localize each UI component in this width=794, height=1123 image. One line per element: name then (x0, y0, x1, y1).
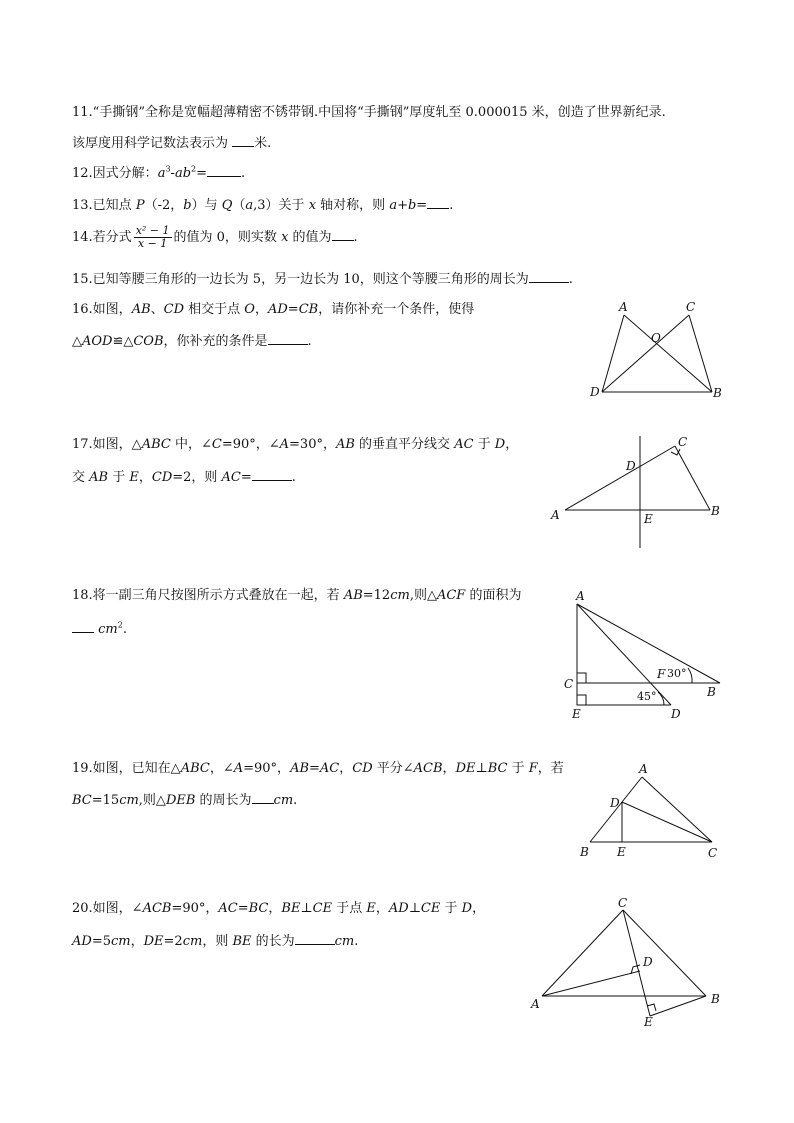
label-O: O (651, 331, 661, 345)
q19-line2: BC=15cm,则△DEB 的周长为 cm. (72, 793, 298, 808)
q11-line2: 该厚度用科学记数法表示为 米. (72, 136, 272, 151)
label-A: A (551, 508, 560, 522)
q16-figure (580, 295, 730, 405)
label-B: B (707, 685, 716, 699)
label-D: D (643, 955, 653, 969)
q13-line: 13.已知点 P（-2，b）与 Q（a,3）关于 x 轴对称，则 a+b= . (72, 198, 454, 213)
angle-30: 30° (667, 667, 687, 680)
label-D: D (590, 385, 600, 399)
q19-figure (575, 760, 735, 865)
answer-blank[interactable] (207, 164, 241, 177)
q20-line2: AD=5cm，DE=2cm，则 BE 的长为 cm. (72, 934, 359, 949)
q17-figure (545, 430, 735, 555)
q18-line1: 18.将一副三角尺按图所示方式叠放在一起，若 AB=12cm,则△ACF 的面积为 (72, 588, 522, 603)
label-F: F (657, 667, 666, 681)
label-A: A (619, 300, 628, 314)
answer-blank[interactable] (332, 228, 354, 241)
answer-blank[interactable] (252, 468, 292, 481)
q20-line1: 20.如图，∠ACB=90°，AC=BC，BE⊥CE 于点 E，AD⊥CE 于 D， (72, 901, 486, 916)
label-E: E (617, 845, 626, 859)
label-B: B (580, 845, 589, 859)
answer-blank[interactable] (252, 791, 274, 804)
q11-line1: 11.“手撕钢”全称是宽幅超薄精密不锈带钢.中国将“手撕钢”厚度轧至 0.000015 米，创造了世界新纪录. (72, 105, 666, 120)
q17-line2: 交 AB 于 E，CD=2，则 AC= . (72, 470, 296, 485)
fraction: $\frac{\text{x² − 1}}{x - 1}$ (135, 224, 170, 250)
answer-blank[interactable] (295, 932, 335, 945)
label-A: A (639, 762, 648, 776)
q18-figure (560, 588, 735, 723)
answer-blank[interactable] (268, 332, 308, 345)
q20-figure (525, 895, 735, 1035)
label-C: C (708, 846, 718, 860)
label-C: C (678, 435, 688, 449)
label-D: D (626, 459, 636, 473)
q12-line: 12.因式分解：$a^3-ab^2=$ . (72, 164, 246, 181)
label-A: A (531, 997, 540, 1011)
angle-45: 45° (637, 690, 657, 703)
label-D: D (671, 707, 681, 721)
answer-blank[interactable] (529, 270, 569, 283)
q16-line2: △AOD≌△COB，你补充的条件是 . (72, 334, 312, 349)
label-C: C (686, 300, 696, 314)
label-A: A (576, 589, 585, 603)
q15-line: 15.已知等腰三角形的一边长为 5，另一边长为 10，则这个等腰三角形的周长为 . (72, 272, 573, 287)
q17-line1: 17.如图，△ABC 中，∠C=90°，∠A=30°，AB 的垂直平分线交 AC 于 D， (72, 437, 519, 452)
label-E: E (572, 707, 581, 721)
answer-blank[interactable] (427, 196, 449, 209)
label-B: B (711, 504, 720, 518)
label-E: E (644, 1015, 653, 1029)
q18-line2: $cm^2$. (72, 620, 127, 639)
answer-blank[interactable] (72, 620, 94, 633)
label-D: D (610, 796, 620, 810)
q19-line1: 19.如图，已知在△ABC，∠A=90°，AB=AC，CD 平分∠ACB，DE⊥BC 于 F，若 (72, 761, 564, 776)
q14-line: 14.若分式 $\frac{\text{x² − 1}}{x - 1}$ 的值为 0，则实数 x 的值为 . (72, 224, 358, 250)
label-B: B (713, 386, 722, 400)
label-B: B (711, 992, 720, 1006)
label-E: E (644, 512, 653, 526)
q16-line1: 16.如图，AB、CD 相交于点 O，AD=CB，请你补充一个条件，使得 (72, 302, 475, 317)
answer-blank[interactable] (232, 134, 254, 147)
label-C: C (564, 677, 574, 691)
label-C: C (618, 896, 628, 910)
